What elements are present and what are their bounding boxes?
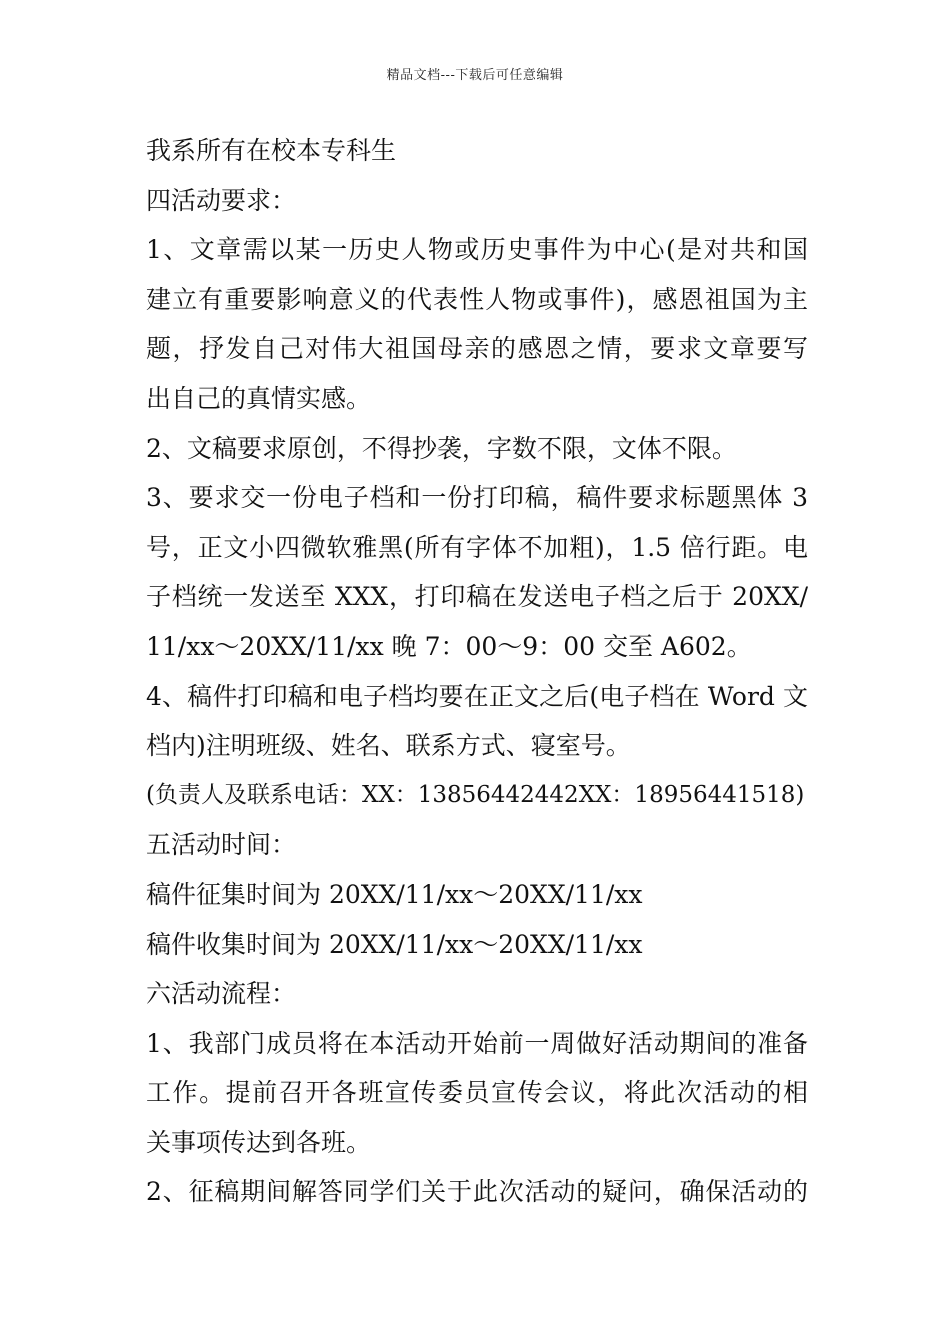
text-line: 题，抒发自己对伟大祖国母亲的感恩之情，要求文章要写 <box>146 334 808 364</box>
text-line: 3、要求交一份电子档和一份打印稿，稿件要求标题黑体 3 <box>146 483 808 513</box>
text-line: 出自己的真情实感。 <box>146 383 372 413</box>
text-line: 1、文章需以某一历史人物或历史事件为中心(是对共和国 <box>146 235 808 265</box>
document-body <box>146 126 808 1217</box>
text-line: 稿件收集时间为 20XX/11/xx～20XX/11/xx <box>146 929 643 959</box>
page-header: 精品文档---下载后可任意编辑 <box>386 68 564 83</box>
text-line: 四活动要求： <box>146 185 297 215</box>
text-line: 号，正文小四微软雅黑(所有字体不加粗)，1.5 倍行距。电 <box>146 532 808 562</box>
text-line: 1、我部门成员将在本活动开始前一周做好活动期间的准备 <box>146 1028 808 1058</box>
text-line: 子档统一发送至 XXX，打印稿在发送电子档之后于 20XX/ <box>146 582 808 612</box>
text-line: 我系所有在校本专科生 <box>146 136 397 165</box>
text-line: 4、稿件打印稿和电子档均要在正文之后(电子档在 Word 文 <box>146 681 808 711</box>
text-line: 档内)注明班级、姓名、联系方式、寝室号。 <box>146 731 631 761</box>
text-line: 11/xx～20XX/11/xx 晚 7：00～9：00 交至 A602。 <box>146 631 752 661</box>
text-line: 工作。提前召开各班宣传委员宣传会议，将此次活动的相 <box>146 1078 808 1108</box>
text-line: 2、文稿要求原创，不得抄袭，字数不限，文体不限。 <box>146 433 737 463</box>
text-line: 六活动流程： <box>146 979 297 1009</box>
text-line: (负责人及联系电话：XX：13856442442XX：18956441518) <box>146 781 805 808</box>
text-line: 稿件征集时间为 20XX/11/xx～20XX/11/xx <box>146 879 643 909</box>
text-line: 关事项传达到各班。 <box>146 1127 372 1157</box>
text-line: 2、征稿期间解答同学们关于此次活动的疑问，确保活动的 <box>146 1177 808 1207</box>
text-line: 五活动时间： <box>146 830 297 860</box>
text-line: 建立有重要影响意义的代表性人物或事件)，感恩祖国为主 <box>146 284 808 314</box>
